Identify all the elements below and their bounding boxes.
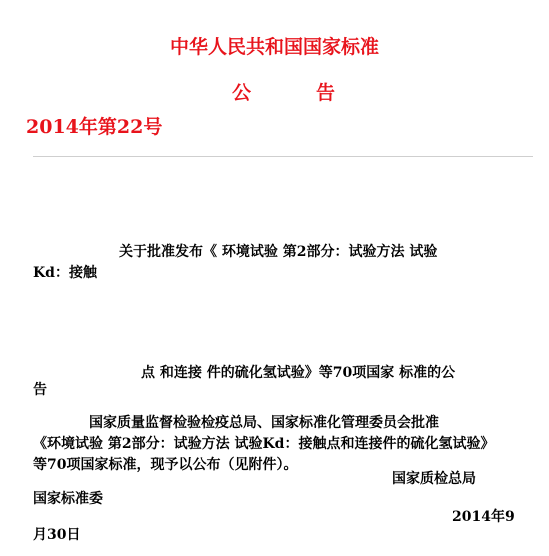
- heading-line-2: Kd：接触: [33, 265, 97, 281]
- body-line-2: 《环境试验 第2部分：试验方法 试验Kd：接触点和连接件的硫化氢试验》: [33, 436, 495, 452]
- signature-agency-1: 国家质检总局: [392, 471, 476, 487]
- body-line-3: 等70项国家标准，现予以公布（见附件）。: [33, 457, 298, 473]
- signature-agency-2: 国家标准委: [33, 491, 103, 507]
- document-title: 中华人民共和国国家标准: [169, 36, 379, 58]
- signature-date-part-2: 月30日: [33, 527, 81, 543]
- notice-char-left: 公: [232, 82, 252, 104]
- notice-char-right: 告: [316, 82, 336, 104]
- heading-line-4: 告: [33, 382, 47, 398]
- signature-date-part-1: 2014年9: [452, 509, 515, 525]
- body-line-1: 国家质量监督检验检疫总局、国家标准化管理委员会批准: [89, 415, 439, 431]
- header-divider: [33, 156, 533, 157]
- issue-number: 2014年第22号: [26, 116, 163, 138]
- heading-line-1: 关于批准发布《 环境试验 第2部分：试验方法 试验: [119, 244, 438, 260]
- heading-line-3: 点 和连接 件的硫化氢试验》等70项国家 标准的公: [141, 365, 456, 381]
